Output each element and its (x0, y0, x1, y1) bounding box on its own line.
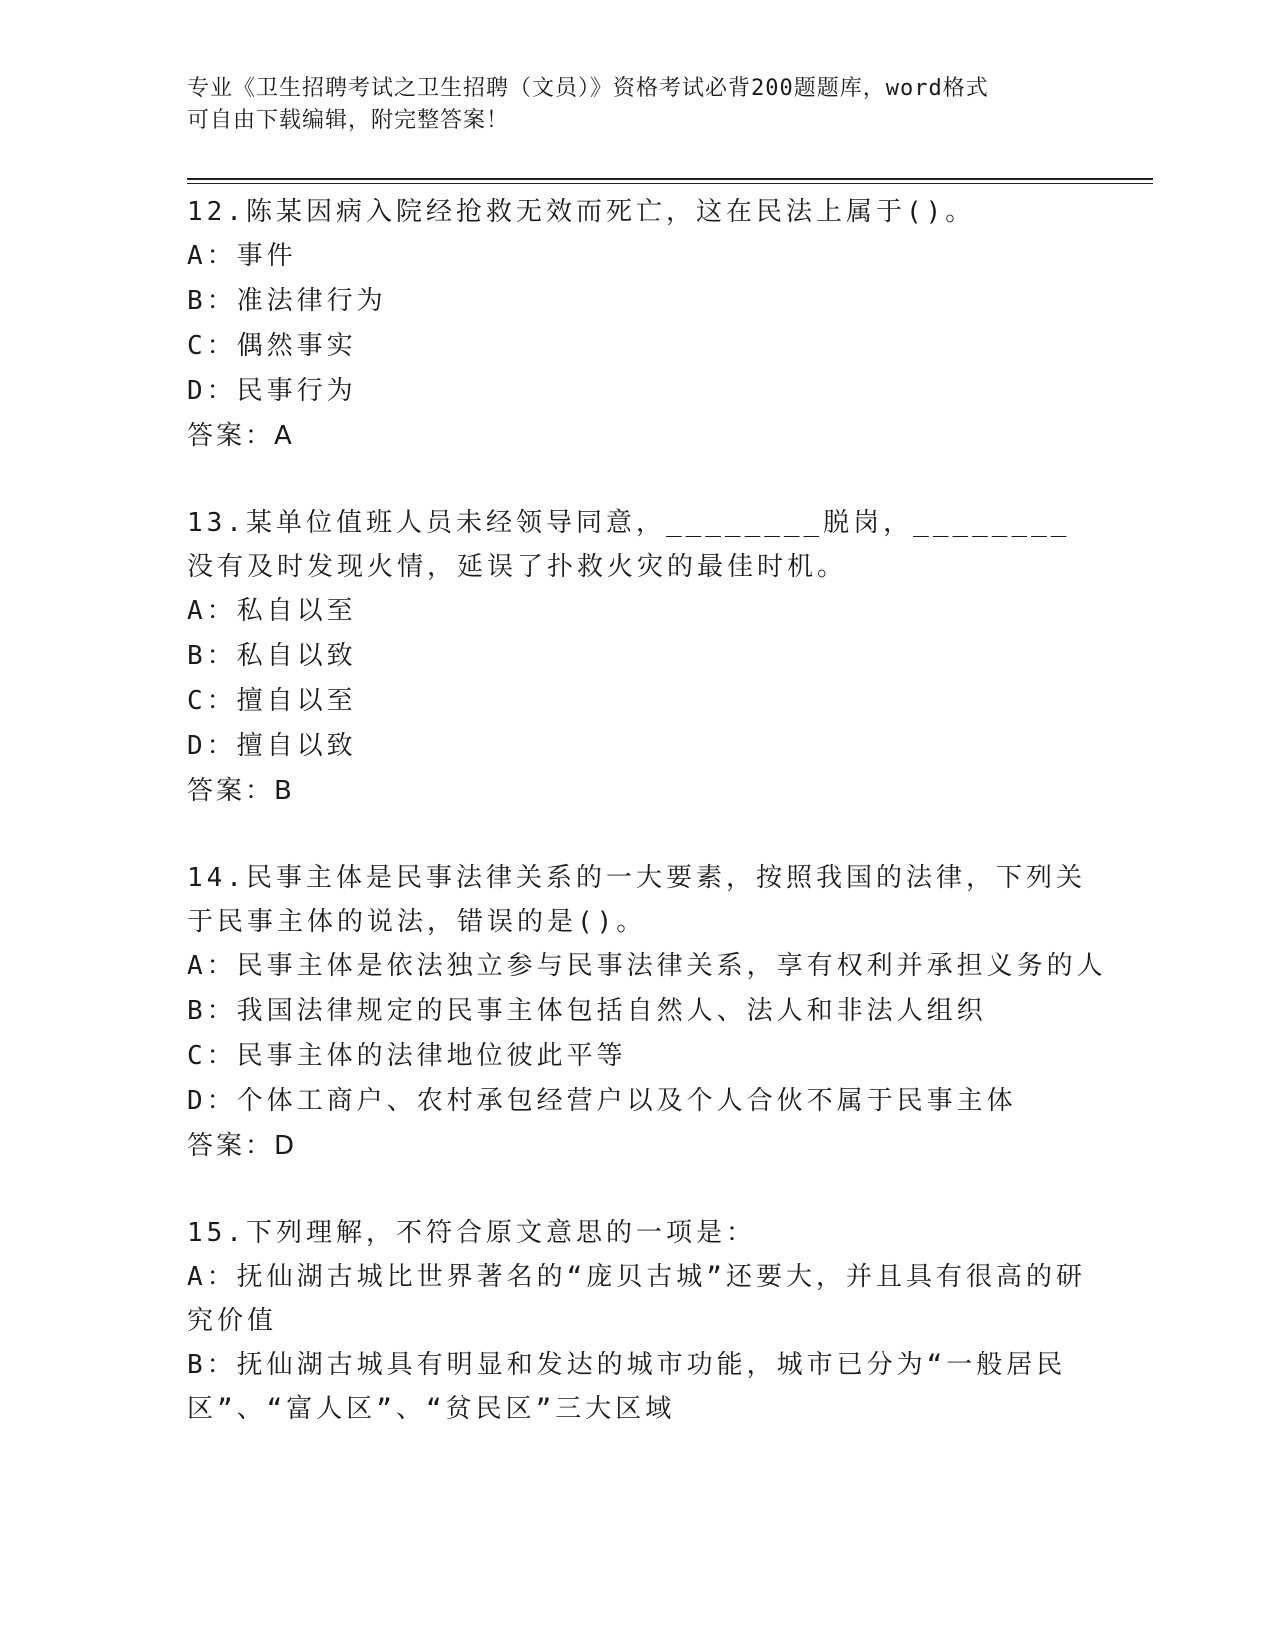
option-d: D：民事行为 (187, 376, 357, 406)
question-14 (187, 856, 1107, 1169)
question-list (187, 190, 1107, 1431)
header-rule-thick (187, 178, 1153, 180)
option-a: A：事件 (187, 241, 297, 271)
question-spacer (187, 459, 1087, 501)
question-13 (187, 501, 1087, 814)
question-stem: 12.陈某因病入院经抢救无效而死亡，这在民法上属于()。 (187, 197, 976, 227)
header-line-1: 专业《卫生招聘考试之卫生招聘（文员）》资格考试必背200题题库，word格式 (187, 76, 989, 101)
option-c: C：偶然事实 (187, 331, 357, 361)
option-b: B：抚仙湖古城具有明显和发达的城市功能，城市已分为“一般居民区”、“富人区”、“贫民区”三大区域 (187, 1350, 1067, 1424)
option-b: B：我国法律规定的民事主体包括自然人、法人和非法人组织 (187, 996, 987, 1026)
option-a: A：私自以至 (187, 596, 357, 626)
option-b: B：准法律行为 (187, 286, 387, 316)
option-c: C：民事主体的法律地位彼此平等 (187, 1041, 627, 1071)
answer-line: 答案：B (187, 776, 295, 806)
question-stem: 14.民事主体是民事法律关系的一大要素，按照我国的法律，下列关于民事主体的说法，错误的是()。 (187, 863, 1086, 937)
answer-line: 答案：A (187, 421, 295, 451)
header-rule-thin (187, 183, 1153, 184)
option-d: D：个体工商户、农村承包经营户以及个人合伙不属于民事主体 (187, 1086, 1017, 1116)
option-a: A：民事主体是依法独立参与民事法律关系，享有权利并承担义务的人 (187, 951, 1107, 981)
question-12 (187, 190, 1087, 459)
answer-line: 答案：D (187, 1131, 298, 1161)
question-stem: 13.某单位值班人员未经领导同意，________脱岗，________没有及时发现火情，延误了扑救火灾的最佳时机。 (187, 508, 1071, 582)
header-line-2: 可自由下载编辑，附完整答案！ (187, 108, 510, 133)
question-stem: 15.下列理解，不符合原文意思的一项是： (187, 1218, 756, 1248)
document-header (187, 73, 1067, 137)
option-a: A：抚仙湖古城比世界著名的“庞贝古城”还要大，并且具有很高的研究价值 (187, 1262, 1086, 1336)
option-d: D：擅自以致 (187, 731, 357, 761)
option-b: B：私自以致 (187, 641, 357, 671)
question-spacer (187, 1169, 1087, 1211)
question-15 (187, 1211, 1087, 1431)
option-c: C：擅自以至 (187, 686, 357, 716)
question-spacer (187, 814, 1087, 856)
